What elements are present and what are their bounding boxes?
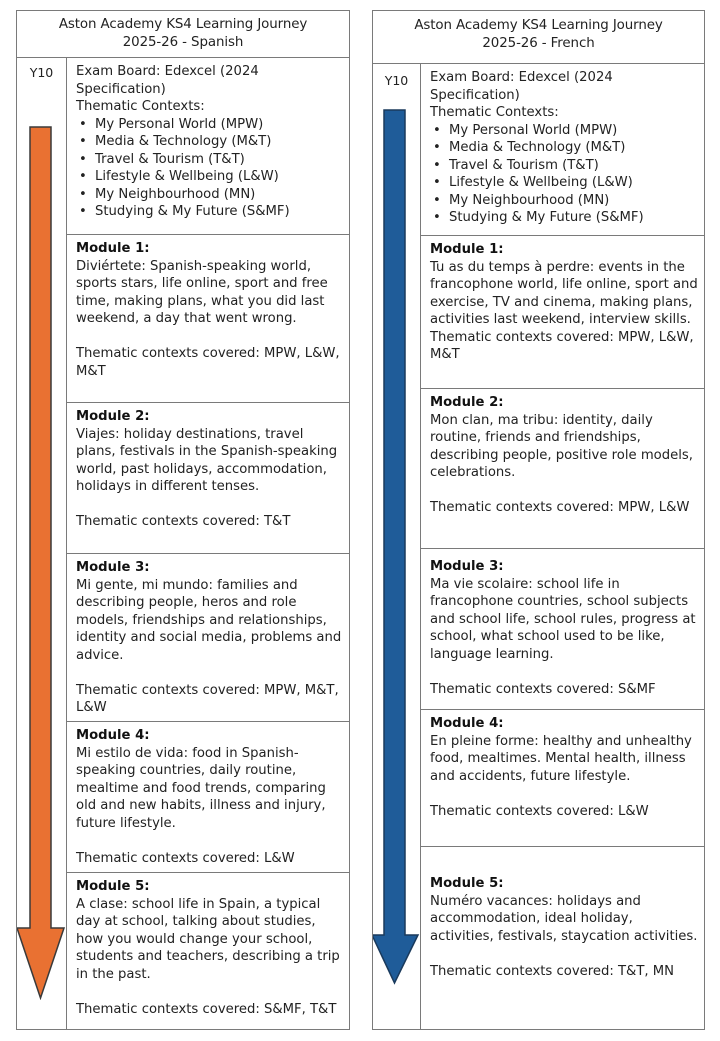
spanish-year-label: Y10: [29, 65, 54, 80]
spanish-contexts-list: [76, 116, 343, 221]
spanish-module-4: [67, 722, 349, 873]
spanish-header: [17, 11, 349, 58]
french-down-arrow-icon: [373, 109, 423, 985]
module-title: Module 2:: [430, 395, 504, 410]
module-contexts-covered: Thematic contexts covered: MPW, M&T, L&W: [76, 682, 339, 715]
module-title: Module 5:: [76, 879, 150, 894]
context-item: • Media & Technology (M&T): [76, 133, 343, 151]
french-subtitle: 2025-26 - French: [482, 36, 595, 51]
context-item: • Lifestyle & Wellbeing (L&W): [76, 168, 343, 186]
module-title: Module 5:: [430, 876, 504, 891]
french-exam-board: Exam Board: Edexcel (2024 Specification): [430, 70, 613, 103]
spanish-module-3: [67, 554, 349, 722]
context-item: • Lifestyle & Wellbeing (L&W): [430, 174, 698, 192]
spanish-arrow-shape: [17, 127, 64, 998]
context-item: • My Personal World (MPW): [76, 116, 343, 134]
french-content: [421, 64, 704, 1029]
spanish-subtitle: 2025-26 - Spanish: [122, 35, 244, 50]
french-title: Aston Academy KS4 Learning Journey: [414, 18, 663, 33]
french-module-1: [421, 236, 704, 389]
spanish-exam-board: Exam Board: Edexcel (2024 Specification): [76, 64, 259, 97]
module-description: Mi estilo de vida: food in Spanish-speaking countries, daily routine, mealtime and food trends, comparing old and new habits, illness and injury, future lifestyle.: [76, 745, 326, 831]
french-learning-journey: [372, 10, 705, 1030]
module-contexts-covered: Thematic contexts covered: S&MF: [430, 681, 656, 697]
french-module-3: [421, 549, 704, 710]
french-intro-cell: [421, 64, 704, 236]
module-contexts-covered: Thematic contexts covered: MPW, L&W, M&T: [76, 346, 340, 379]
context-item: • Travel & Tourism (T&T): [76, 151, 343, 169]
french-module-5: [421, 847, 704, 1029]
module-title: Module 2:: [76, 409, 150, 424]
spanish-module-2: [67, 403, 349, 554]
spanish-learning-journey: [16, 10, 350, 1030]
module-description: Mi gente, mi mundo: families and describing people, heros and role models, friendships and relationships, identity and social media, problems and advice.: [76, 577, 342, 663]
module-title: Module 4:: [76, 728, 150, 743]
module-description: En pleine forme: healthy and unhealthy food, mealtimes. Mental health, illness and accidents, future lifestyle.: [430, 733, 692, 784]
french-contexts-list: [430, 122, 698, 227]
module-contexts-covered: Thematic contexts covered: T&T: [76, 514, 291, 529]
french-module-4: [421, 710, 704, 847]
module-description: A clase: school life in Spain, a typical day at school, talking about studies, how you would change your school, students and teachers, describing a trip in the past.: [76, 896, 340, 982]
module-contexts-covered: Thematic contexts covered: T&T, MN: [430, 963, 675, 979]
module-contexts-covered: Thematic contexts covered: L&W: [76, 850, 295, 866]
french-contexts-heading: Thematic Contexts:: [430, 105, 559, 120]
module-title: Module 1:: [76, 241, 150, 256]
spanish-intro-cell: [67, 58, 349, 235]
spanish-content: [67, 58, 349, 1029]
module-description: Mon clan, ma tribu: identity, daily routine, friends and friendships, describing people, positive role models, celebrations.: [430, 412, 693, 480]
module-contexts-covered: Thematic contexts covered: MPW, L&W, M&T: [430, 329, 694, 362]
context-item: • Studying & My Future (S&MF): [430, 209, 698, 227]
context-item: • My Neighbourhood (MN): [76, 186, 343, 204]
module-description: Tu as du temps à perdre: events in the francophone world, life online, sport and exercise, TV and cinema, making plans, activities last weekend, interview skills.: [430, 259, 698, 327]
module-description: Diviértete: Spanish-speaking world, sports stars, life online, sport and free time, making plans, what you did last weekend, a day that went wrong.: [76, 258, 328, 326]
context-item: • My Personal World (MPW): [430, 122, 698, 140]
context-item: • Studying & My Future (S&MF): [76, 203, 343, 221]
spanish-module-5: [67, 873, 349, 1041]
french-arrow-shape: [373, 110, 418, 983]
module-description: Viajes: holiday destinations, travel plans, festivals in the Spanish-speaking world, past holidays, accommodation, holidays in different tenses.: [76, 426, 338, 494]
french-year-label: Y10: [384, 73, 409, 88]
context-item: • Media & Technology (M&T): [430, 139, 698, 157]
spanish-down-arrow-icon: [17, 126, 67, 1000]
spanish-title: Aston Academy KS4 Learning Journey: [58, 17, 308, 32]
spanish-year-column: [17, 58, 67, 1029]
module-contexts-covered: Thematic contexts covered: L&W: [430, 803, 649, 819]
module-contexts-covered: Thematic contexts covered: S&MF, T&T: [76, 1001, 337, 1017]
french-header: [373, 11, 704, 64]
context-item: • My Neighbourhood (MN): [430, 192, 698, 210]
french-module-2: [421, 389, 704, 549]
module-contexts-covered: Thematic contexts covered: MPW, L&W: [430, 500, 690, 515]
spanish-module-1: [67, 235, 349, 403]
module-title: Module 3:: [76, 560, 150, 575]
spanish-contexts-heading: Thematic Contexts:: [76, 99, 205, 114]
french-year-column: [373, 64, 421, 1029]
module-title: Module 4:: [430, 716, 504, 731]
module-title: Module 1:: [430, 242, 504, 257]
module-description: Ma vie scolaire: school life in francophone countries, school subjects and school life, school rules, progress at school, what school used to be like, language learning.: [430, 576, 696, 662]
context-item: • Travel & Tourism (T&T): [430, 157, 698, 175]
module-description: Numéro vacances: holidays and accommodation, ideal holiday, activities, festivals, staycation activities.: [430, 893, 698, 944]
module-title: Module 3:: [430, 559, 504, 574]
